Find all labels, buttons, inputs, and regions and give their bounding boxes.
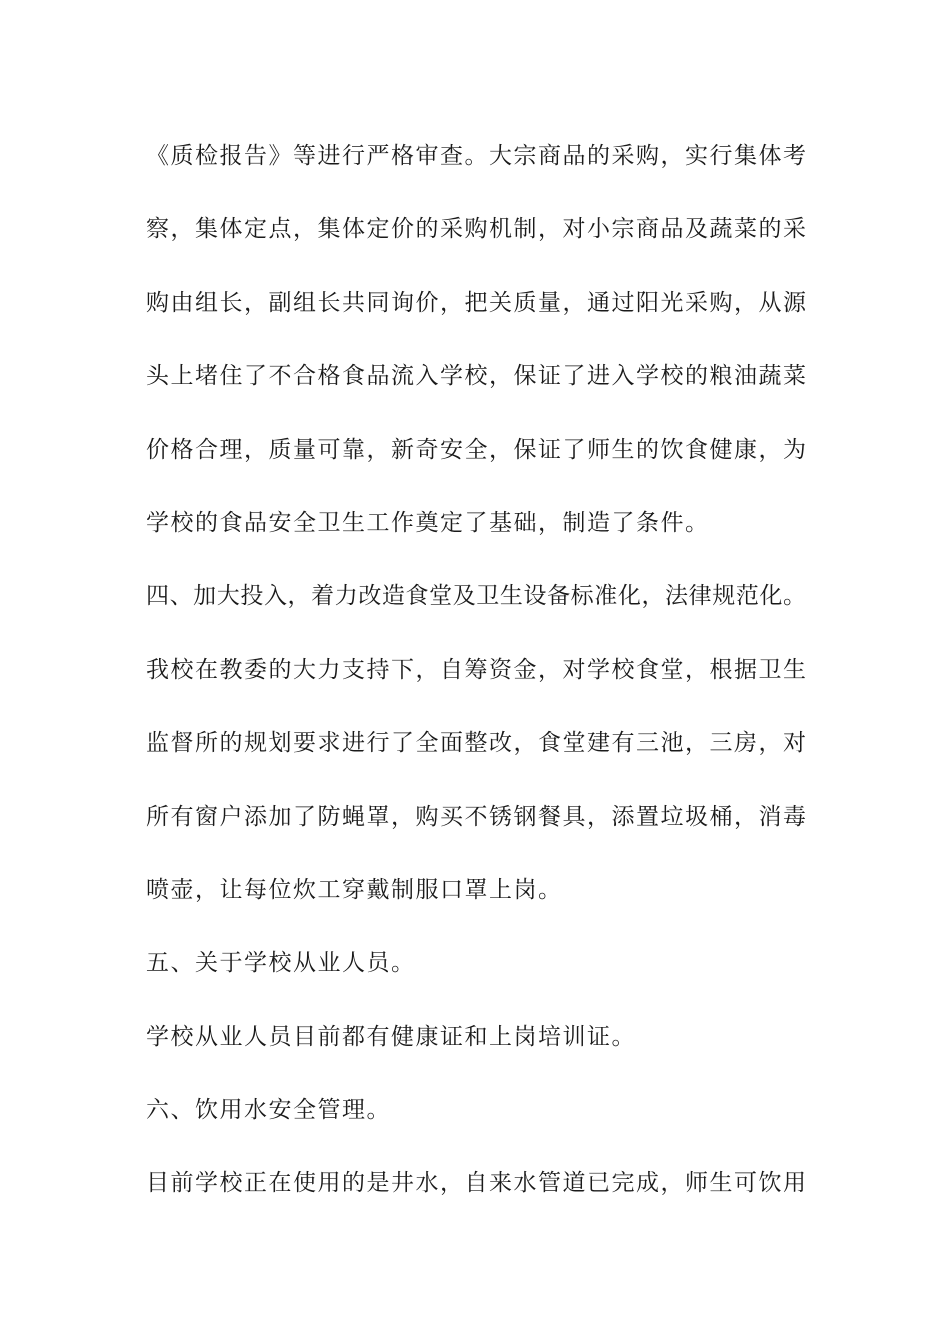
section-heading-4: 四、加大投入，着力改造食堂及卫生设备标准化，法律规范化。 bbox=[146, 583, 806, 610]
paragraph-line-5: 价格合理，质量可靠，新奇安全，保证了师生的饮食健康，为 bbox=[146, 436, 806, 463]
paragraph-line-8: 监督所的规划要求进行了全面整改，食堂建有三池，三房，对 bbox=[146, 730, 806, 757]
paragraph-line-4: 头上堵住了不合格食品流入学校，保证了进入学校的粮油蔬菜 bbox=[146, 363, 806, 390]
paragraph-line-7: 我校在教委的大力支持下，自筹资金，对学校食堂，根据卫生 bbox=[146, 656, 806, 683]
paragraph-line-2: 察，集体定点，集体定价的采购机制，对小宗商品及蔬菜的采 bbox=[146, 216, 806, 243]
section-heading-5: 五、关于学校从业人员。 bbox=[146, 950, 416, 977]
paragraph-line-1: 《质检报告》等进行严格审查。大宗商品的采购，实行集体考 bbox=[146, 143, 806, 169]
paragraph-line-10: 喷壶，让每位炊工穿戴制服口罩上岗。 bbox=[146, 876, 563, 903]
paragraph-line-11: 学校从业人员目前都有健康证和上岗培训证。 bbox=[146, 1023, 636, 1050]
section-heading-6: 六、饮用水安全管理。 bbox=[146, 1097, 391, 1124]
paragraph-line-3: 购由组长，副组长共同询价，把关质量，通过阳光采购，从源 bbox=[146, 289, 806, 316]
paragraph-line-12: 目前学校正在使用的是井水，自来水管道已完成，师生可饮用 bbox=[146, 1170, 806, 1197]
paragraph-line-9: 所有窗户添加了防蝇罩，购买不锈钢餐具，添置垃圾桶，消毒 bbox=[146, 803, 806, 830]
document-body bbox=[146, 120, 806, 1221]
paragraph-line-6: 学校的食品安全卫生工作奠定了基础，制造了条件。 bbox=[146, 509, 710, 536]
